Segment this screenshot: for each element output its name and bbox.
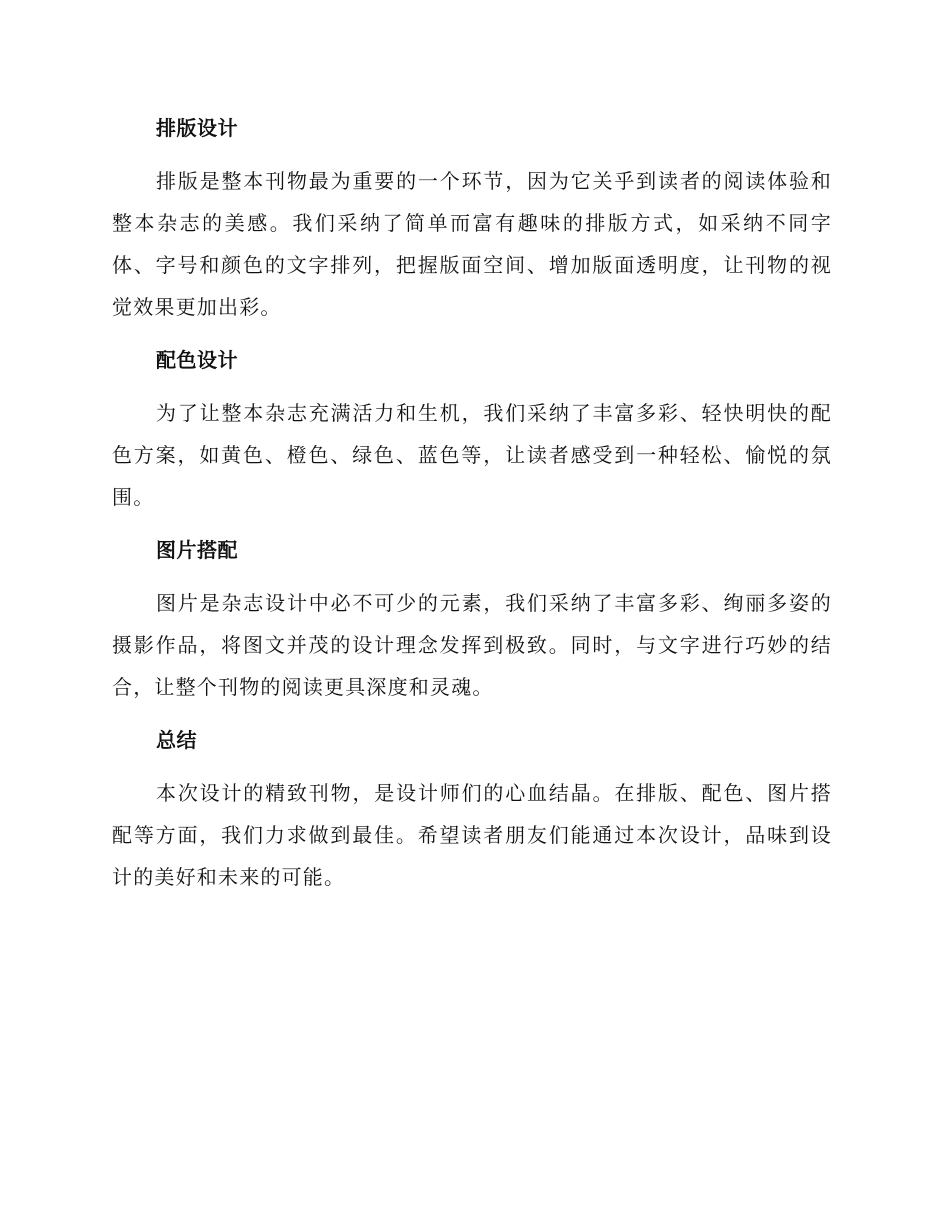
section-heading: 排版设计	[156, 116, 238, 140]
section-paragraph: 排版是整本刊物最为重要的一个环节，因为它关乎到读者的阅读体验和整本杂志的美感。我们采纳了简单而富有趣味的排版方式，如采纳不同字体、字号和颜色的文字排列，把握版面空间、增加版面透明度，让刊物的视觉效果更加出彩。	[112, 169, 832, 319]
section-heading: 总结	[156, 728, 197, 752]
document-body	[112, 108, 832, 898]
section-summary	[112, 720, 832, 898]
section-images	[112, 530, 832, 708]
section-paragraph: 本次设计的精致刊物，是设计师们的心血结晶。在排版、配色、图片搭配等方面，我们力求做到最佳。希望读者朋友们能通过本次设计，品味到设计的美好和未来的可能。	[112, 781, 832, 889]
section-paragraph: 为了让整本杂志充满活力和生机，我们采纳了丰富多彩、轻快明快的配色方案，如黄色、橙色、绿色、蓝色等，让读者感受到一种轻松、愉悦的氛围。	[112, 401, 832, 509]
section-paragraph: 图片是杂志设计中必不可少的元素，我们采纳了丰富多彩、绚丽多姿的摄影作品，将图文并茂的设计理念发挥到极致。同时，与文字进行巧妙的结合，让整个刊物的阅读更具深度和灵魂。	[112, 591, 832, 699]
section-typography	[112, 108, 832, 328]
section-color	[112, 340, 832, 518]
section-heading: 图片搭配	[156, 538, 238, 562]
section-heading: 配色设计	[156, 348, 238, 372]
